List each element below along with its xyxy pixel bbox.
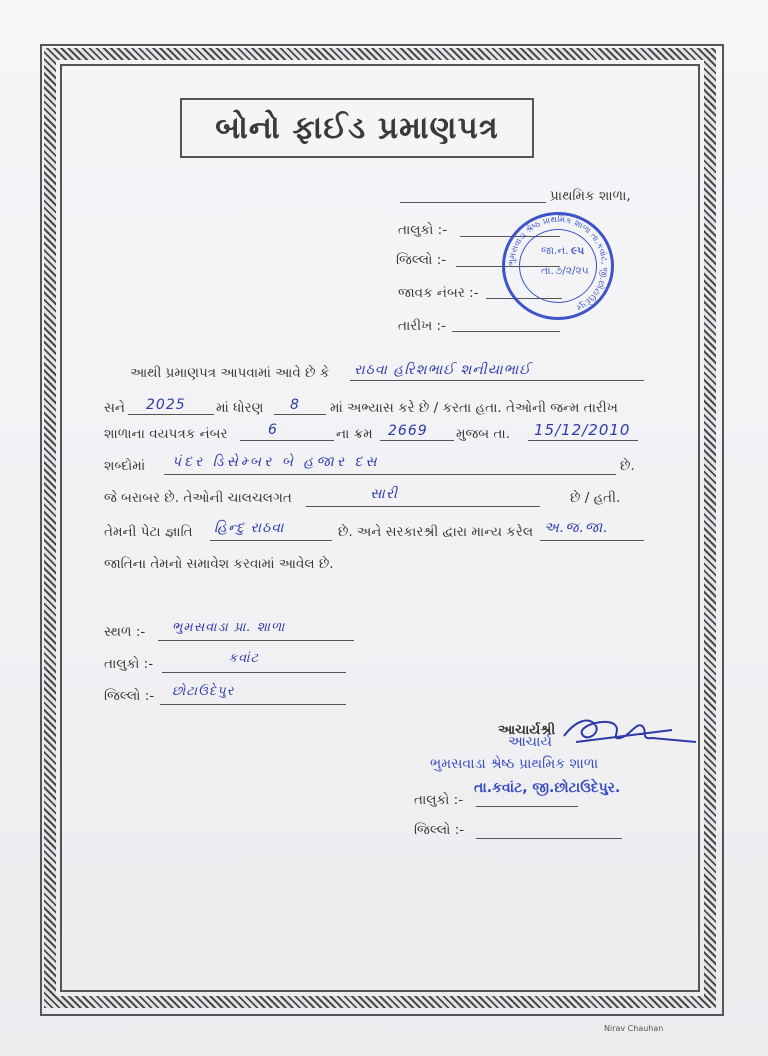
signature-icon (556, 712, 706, 752)
sthal-value: ભુમસવાડા પ્રા. શાળા (172, 620, 286, 635)
year-line (128, 414, 214, 415)
school-name-stamp: ભુમસવાડા શ્રેષ્ઠ પ્રાથમિક શાળા (430, 756, 599, 772)
mujab-label: મુજબ તા. (456, 426, 510, 442)
conduct-line (306, 506, 540, 507)
place-taluka-line (162, 672, 346, 673)
svg-text:ભુમસવાડા શ્રેષ્ઠ પ્રાથમિક શાળા: ભુમસવાડા શ્રેષ્ઠ પ્રાથમિક શાળા તા.કવાંટ, જી.છોટાઉદેપુર (506, 214, 610, 313)
stamp-ring-svg (502, 212, 614, 320)
acharya-label: આચાર્યશ્રી (498, 722, 556, 738)
sthal-line (158, 640, 354, 641)
birth-date-value: 15/12/2010 (534, 421, 631, 439)
year-value: 2025 (146, 397, 186, 413)
title-text: બોનો ફાઈડ પ્રમાણપત્ર (215, 109, 499, 146)
student-name: રાઠવા હરિશભાઈ શનીયાભાઈ (354, 362, 532, 378)
school-label: પ્રાથમિક શાળા, (550, 188, 631, 204)
place-jillo-value: છોટાઉદેપુર (172, 684, 235, 699)
kram-line (380, 440, 454, 441)
sign-taluka-label: તાલુકો :- (414, 792, 464, 808)
jillo-header-label: જિલ્લો :- (396, 252, 447, 268)
body-line5-suffix: છે / હતી. (570, 490, 621, 506)
std-line (274, 414, 326, 415)
sane-label: સને (104, 400, 125, 416)
kram-value: 2669 (388, 423, 428, 439)
sign-jillo-label: જિલ્લો :- (414, 822, 465, 838)
place-jillo-line (160, 704, 346, 705)
place-taluka-value: કવાંટ (228, 651, 260, 666)
sign-jillo-line (476, 838, 622, 839)
javak-label: જાવક નંબર :- (398, 285, 479, 301)
register-value: 6 (268, 422, 278, 438)
body-line6-mid: છે. અને સરકારશ્રી દ્વારા માન્ય કરેલ (338, 524, 534, 540)
tarikh-header-label: તારીખ :- (398, 318, 446, 334)
kram-label: ના ક્રમ (336, 426, 373, 442)
body-line5-prefix: જે બરાબર છે. તેઓની ચાલચલગત (104, 490, 292, 506)
words-end: છે. (620, 458, 635, 474)
stamp-jan-value: ૯૫ (571, 245, 585, 257)
certificate-title (180, 98, 534, 158)
student-name-line (350, 380, 644, 381)
body-line2-suffix: માં અભ્યાસ કરે છે / કરતા હતા. તેઓની જન્મ તારીખ (330, 400, 618, 416)
scanner-name: Nirav Chauhan (604, 1024, 664, 1033)
category-value: અ.જ.જા. (544, 520, 609, 536)
place-jillo-label: જિલ્લો :- (104, 688, 155, 704)
std-value: 8 (290, 397, 300, 413)
body-line6-prefix: તેમની પેટા જ્ઞાતિ (104, 524, 193, 540)
conduct-value: સારી (370, 486, 399, 502)
place-taluka-label: તાલુકો :- (104, 656, 154, 672)
tarikh-header-line (452, 331, 560, 332)
std-label: માં ધોરણ (216, 400, 264, 416)
birth-date-line (528, 440, 638, 441)
body-line3-prefix: શાળાના વયપત્રક નંબર (104, 426, 228, 442)
stamp-jan-label: જા.નં. (541, 245, 569, 257)
sign-taluka-line (476, 806, 578, 807)
taluka-header-label: તાલુકો :- (398, 222, 448, 238)
address-stamp: તા.કવાંટ, જી.છોટાઉદેપુર. (474, 780, 621, 796)
words-label: શબ્દોમાં (104, 458, 146, 474)
birth-words-line (164, 474, 616, 475)
sub-caste-line (210, 540, 332, 541)
stamp-date-value: ૭/૨/૨૫ (555, 265, 589, 277)
category-line (540, 540, 644, 541)
sthal-label: સ્થળ :- (104, 624, 146, 640)
school-round-stamp (502, 212, 614, 320)
register-line (240, 440, 334, 441)
body-line1-prefix: આથી પ્રમાણપત્ર આપવામાં આવે છે કે (130, 365, 330, 381)
body-line7: જાતિના તેમનો સમાવેશ કરવામાં આવેલ છે. (104, 556, 334, 572)
sub-caste-value: હિન્દુ રાઠવા (214, 520, 285, 536)
school-line (400, 202, 546, 203)
acharya-stamp: આચાર્ય (508, 734, 552, 750)
stamp-date-label: તા. (541, 265, 554, 277)
birth-words-value: પંદર ડિસેમ્બર બે હજાર દસ (172, 454, 380, 470)
